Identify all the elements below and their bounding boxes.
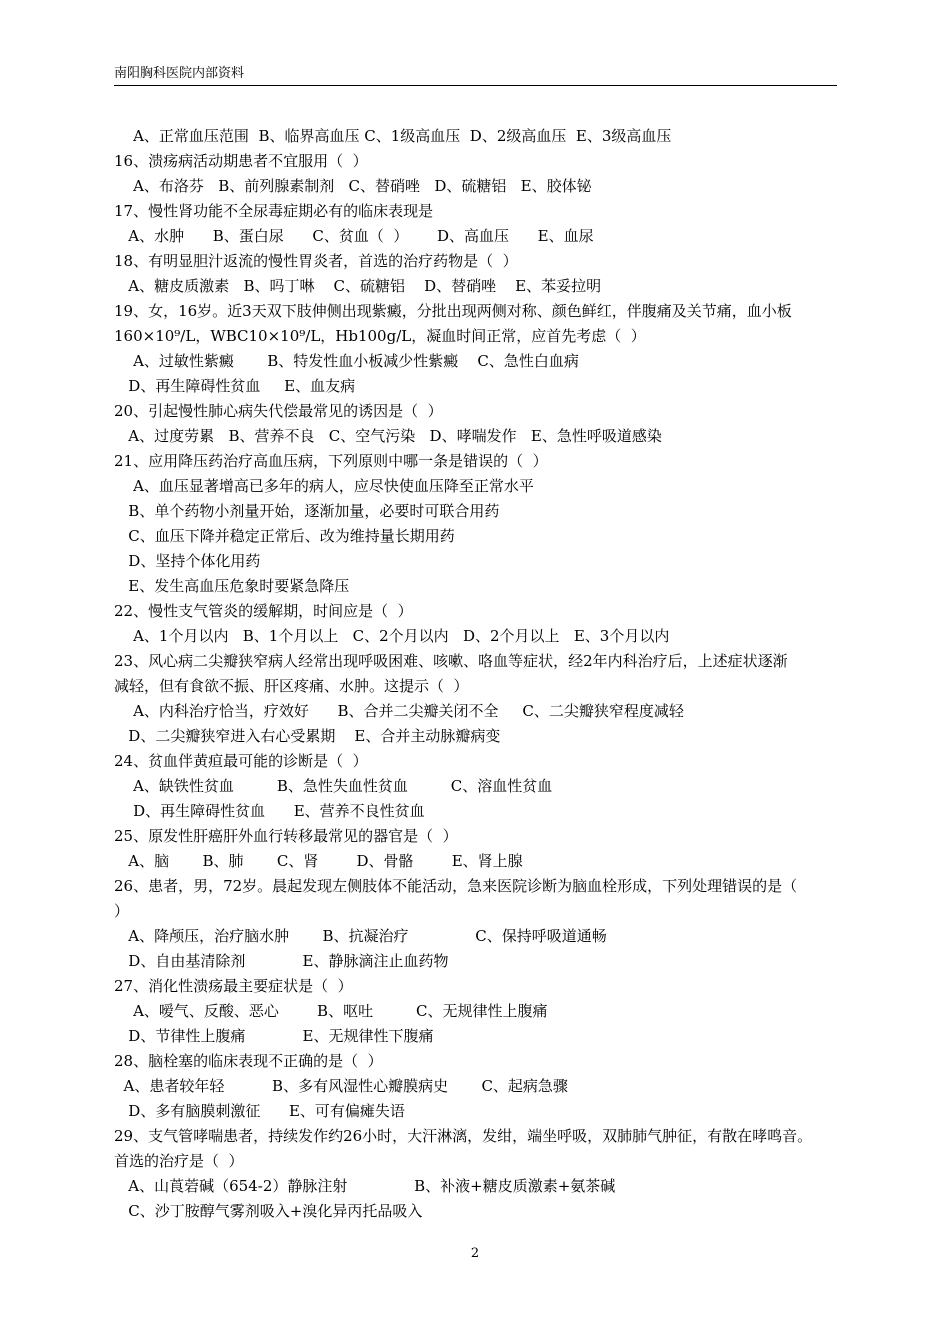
header-title: 南阳胸科医院内部资料 [114, 66, 245, 81]
text-line: C、血压下降并稳定正常后、改为维持量长期用药 [114, 527, 455, 545]
text-line: 29、支气管哮喘患者，持续发作约26小时，大汗淋漓，发绀，端坐呼吸，双肺肺气肿征，有散在哮鸣音。 [114, 1127, 813, 1145]
text-line: A、脑 B、肺 C、肾 D、骨骼 E、肾上腺 [114, 852, 523, 870]
text-line: E、发生高血压危象时要紧急降压 [114, 577, 350, 595]
text-line: A、降颅压，治疗脑水肿 B、抗凝治疗 C、保持呼吸道通畅 [114, 927, 607, 945]
document-body [114, 124, 837, 1224]
text-line: 首选的治疗是（ ） [114, 1152, 244, 1170]
text-line: A、糖皮质激素 B、吗丁啉 C、硫糖铝 D、替硝唑 E、苯妥拉明 [114, 277, 602, 295]
text-line: A、过敏性紫癜 B、特发性血小板减少性紫癜 C、急性白血病 [114, 352, 579, 370]
text-line: 17、慢性肾功能不全尿毒症期必有的临床表现是 [114, 202, 434, 220]
text-line: 20、引起慢性肺心病失代偿最常见的诱因是（ ） [114, 402, 443, 420]
text-line: A、水肿 B、蛋白尿 C、贫血（ ） D、高血压 E、血尿 [114, 227, 594, 245]
text-line: D、多有脑膜刺激征 E、可有偏瘫失语 [114, 1102, 405, 1120]
text-line: 22、慢性支气管炎的缓解期，时间应是（ ） [114, 602, 413, 620]
text-line: A、正常血压范围 B、临界高血压 C、1级高血压 D、2级高血压 E、3级高血压 [114, 127, 672, 145]
text-line: 19、女，16岁。近3天双下肢伸侧出现紫癜，分批出现两侧对称、颜色鲜红，伴腹痛及关节痛，血小板 [114, 302, 792, 320]
text-line: 160×10⁹/L，WBC10×10⁹/L，Hb100g/L，凝血时间正常，应首先考虑（ ） [114, 327, 646, 345]
text-line: A、布洛芬 B、前列腺素制剂 C、替硝唑 D、硫糖铝 E、胶体铋 [114, 177, 592, 195]
text-line: A、缺铁性贫血 B、急性失血性贫血 C、溶血性贫血 [114, 777, 553, 795]
text-line: D、再生障碍性贫血 E、血友病 [114, 377, 356, 395]
text-line: A、过度劳累 B、营养不良 C、空气污染 D、哮喘发作 E、急性呼吸道感染 [114, 427, 662, 445]
text-line: D、再生障碍性贫血 E、营养不良性贫血 [114, 802, 425, 820]
text-line: ） [114, 902, 130, 920]
text-line: 25、原发性肝癌肝外血行转移最常见的器官是（ ） [114, 827, 458, 845]
text-line: 26、患者，男，72岁。晨起发现左侧肢体不能活动，急来医院诊断为脑血栓形成，下列处理错误的是（ [114, 877, 798, 895]
text-line: A、血压显著增高已多年的病人，应尽快使血压降至正常水平 [114, 477, 534, 495]
text-line: C、沙丁胺醇气雾剂吸入+溴化异丙托品吸入 [114, 1202, 423, 1220]
text-line: 23、风心病二尖瓣狭窄病人经常出现呼吸困难、咳嗽、咯血等症状，经2年内科治疗后，上述症状逐渐 [114, 652, 788, 670]
text-line: D、坚持个体化用药 [114, 552, 261, 570]
text-line: D、自由基清除剂 E、静脉滴注止血药物 [114, 952, 449, 970]
page-number: 2 [470, 1246, 480, 1261]
text-line: D、节律性上腹痛 E、无规律性下腹痛 [114, 1027, 434, 1045]
text-line: 16、溃疡病活动期患者不宜服用（ ） [114, 152, 368, 170]
text-line: 21、应用降压药治疗高血压病，下列原则中哪一条是错误的（ ） [114, 452, 548, 470]
text-line: 28、脑栓塞的临床表现不正确的是（ ） [114, 1052, 383, 1070]
text-line: 18、有明显胆汁返流的慢性胃炎者，首选的治疗药物是（ ） [114, 252, 518, 270]
text-line: A、患者较年轻 B、多有风湿性心瓣膜病史 C、起病急骤 [114, 1077, 568, 1095]
text-line: D、二尖瓣狭窄进入右心受累期 E、合并主动脉瓣病变 [114, 727, 501, 745]
text-line: 27、消化性溃疡最主要症状是（ ） [114, 977, 353, 995]
text-line: A、山莨菪碱（654-2）静脉注射 B、补液+糖皮质激素+氨茶碱 [114, 1177, 616, 1195]
text-line: 减轻，但有食欲不振、肝区疼痛、水肿。这提示（ ） [114, 677, 469, 695]
text-line: B、单个药物小剂量开始，逐渐加量，必要时可联合用药 [114, 502, 500, 520]
text-line: A、嗳气、反酸、恶心 B、呕吐 C、无规律性上腹痛 [114, 1002, 548, 1020]
text-line: A、1个月以内 B、1个月以上 C、2个月以内 D、2个月以上 E、3个月以内 [114, 627, 670, 645]
text-line: A、内科治疗恰当，疗效好 B、合并二尖瓣关闭不全 C、二尖瓣狭窄程度减轻 [114, 702, 684, 720]
page-header [114, 66, 837, 86]
text-line: 24、贫血伴黄疸最可能的诊断是（ ） [114, 752, 368, 770]
